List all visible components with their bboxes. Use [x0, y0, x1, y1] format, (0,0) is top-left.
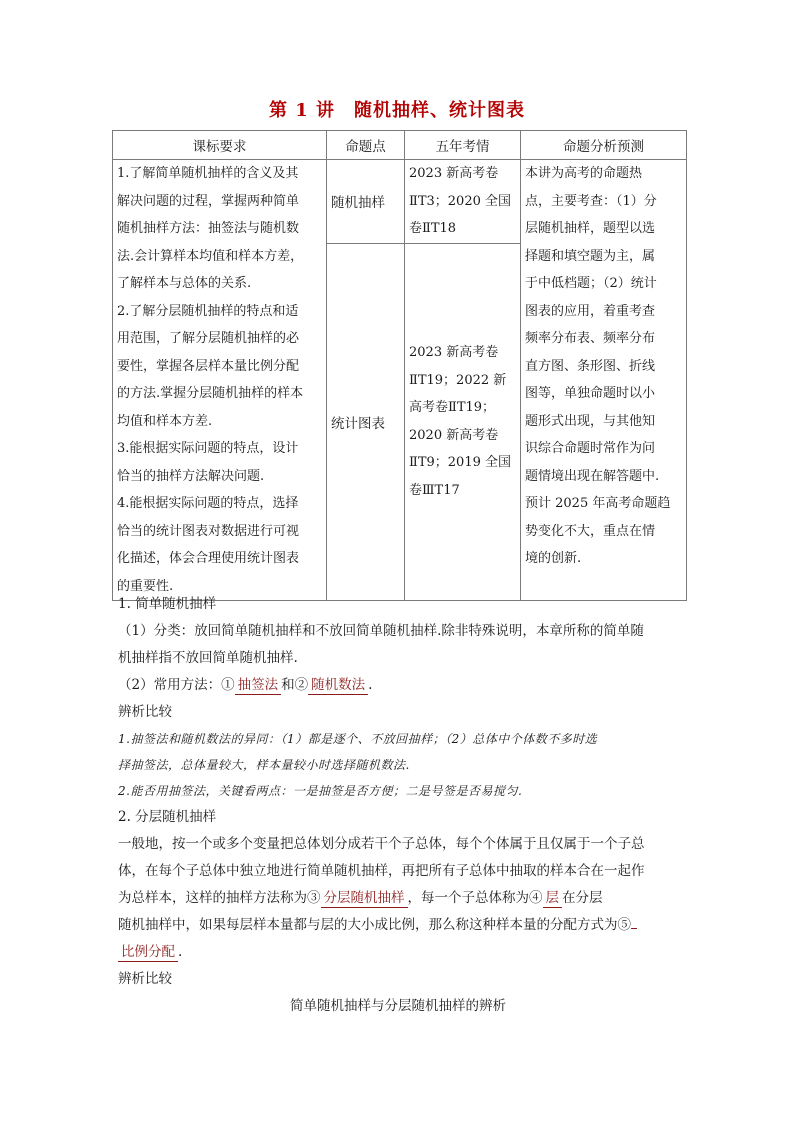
- bianxi-heading: 辨析比较: [118, 971, 172, 987]
- years-line: 2020 新高考卷: [409, 427, 499, 443]
- prediction-line: 本讲为高考的命题热: [525, 166, 643, 181]
- answer-blank-5-start: [631, 928, 637, 929]
- requirement-line: 1.了解简单随机抽样的含义及其: [117, 166, 299, 181]
- prediction-line: 图等，单独命题时以小: [525, 386, 656, 401]
- years-line: 卷ⅡT18: [409, 221, 457, 236]
- prediction-line: 直方图、条形图、折线: [525, 358, 656, 374]
- header-prediction: 命题分析预测: [521, 131, 687, 160]
- requirement-line: 恰当的统计图表对数据进行可视: [117, 523, 300, 539]
- header-topic: 命题点: [327, 131, 405, 160]
- methods-line: [118, 672, 678, 699]
- years-line: ⅡT3；2020 全国: [409, 193, 511, 209]
- requirement-line: 了解样本与总体的关系.: [117, 276, 252, 291]
- curriculum-table: [112, 130, 687, 601]
- requirement-line: 用范围，了解分层随机抽样的必: [117, 331, 300, 346]
- requirement-line: 法.会计算样本均值和样本方差，: [117, 248, 304, 264]
- header-requirements: 课标要求: [113, 131, 327, 160]
- header-five-year: 五年考情: [405, 131, 521, 160]
- paragraph-line: 机抽样指不放回简单随机抽样.: [118, 650, 298, 666]
- note-line: 1.抽签法和随机数法的异同：（1）都是逐个、不放回抽样；（2）总体中个体数不多时选: [118, 732, 598, 746]
- paragraph-line: 一般地，按一个或多个变量把总体划分成若干个子总体，每个个体属于且仅属于一个子总: [118, 836, 645, 852]
- note-line: 2.能否用抽签法，关键看两点：一是抽签是否方便；二是号签是否易搅匀.: [118, 784, 523, 798]
- years-line: 2023 新高考卷: [409, 166, 499, 181]
- table-caption: 简单随机抽样与分层随机抽样的辨析: [290, 998, 506, 1014]
- prediction-cell: [521, 160, 687, 601]
- prediction-line: 于中低档题；（2）统计: [525, 276, 657, 291]
- requirements-cell: [113, 160, 327, 601]
- table-header-row: [113, 131, 687, 160]
- prediction-line: 层随机抽样，题型以选: [525, 221, 656, 236]
- answer-blank-1: 抽签法: [235, 676, 282, 695]
- topic-statistical-charts: 统计图表: [327, 243, 405, 601]
- paragraph-line: （1）分类：放回简单随机抽样和不放回简单随机抽样.除非特殊说明，本章所称的简单随: [118, 623, 644, 639]
- years-line: ⅡT19；2022 新: [409, 372, 507, 388]
- requirement-line: 随机抽样方法：抽签法与随机数: [117, 221, 300, 236]
- prediction-line: 题情境出现在解答题中.: [525, 468, 660, 484]
- bianxi-heading: 辨析比较: [118, 704, 172, 720]
- answer-blank-2: 随机数法: [308, 676, 368, 695]
- page-title: 第 1 讲 随机抽样、统计图表: [268, 100, 526, 121]
- years-line: 高考卷ⅡT19；: [409, 400, 496, 416]
- methods-connector: 和②: [281, 677, 309, 693]
- prediction-line: 点，主要考查：（1）分: [525, 193, 657, 209]
- requirement-line: 恰当的抽样方法解决问题.: [117, 468, 265, 484]
- methods-label: （2）常用方法：①: [118, 677, 235, 693]
- section-heading: 1. 简单随机抽样: [118, 596, 217, 612]
- methods-end: .: [368, 677, 373, 693]
- paragraph-text: 随机抽样中，如果每层样本量都与层的大小成比例，那么称这种样本量的分配方式为⑤: [118, 917, 631, 933]
- prediction-line: 择题和填空题为主，属: [525, 248, 656, 264]
- answer-blank-4: 层: [543, 889, 563, 908]
- prediction-line: 势变化不大，重点在情: [525, 523, 656, 539]
- prediction-line: 识综合命题时常作为问: [525, 441, 656, 456]
- paragraph-line: [118, 885, 678, 912]
- table-row: [113, 160, 687, 244]
- years-random-sampling: [405, 160, 521, 244]
- requirement-line: 的重要性.: [117, 578, 174, 594]
- paragraph-text: .: [178, 944, 183, 960]
- paragraph-text: 为总样本，这样的抽样方法称为③: [118, 890, 321, 906]
- answer-blank-3: 分层随机抽样: [321, 889, 408, 908]
- prediction-line: 图表的应用，着重考查: [525, 303, 656, 319]
- requirement-line: 的方法.掌握分层随机抽样的样本: [117, 386, 304, 401]
- paragraph-text: 在分层: [562, 890, 603, 906]
- requirement-line: 均值和样本方差.: [117, 413, 213, 429]
- years-line: 2023 新高考卷: [409, 345, 499, 361]
- requirement-line: 4.能根据实际问题的特点，选择: [117, 496, 299, 511]
- topic-random-sampling: 随机抽样: [327, 160, 405, 244]
- prediction-line: 频率分布表、频率分布: [525, 331, 656, 346]
- years-statistical-charts: [405, 243, 521, 601]
- section-heading: 2. 分层随机抽样: [118, 809, 217, 825]
- answer-blank-5: 比例分配: [118, 943, 178, 962]
- requirement-line: 2.了解分层随机抽样的特点和适: [117, 303, 299, 319]
- paragraph-text: ，每一个子总体称为④: [407, 890, 543, 906]
- section-simple-random-sampling: [118, 591, 678, 1020]
- prediction-line: 题形式出现，与其他知: [525, 413, 656, 429]
- paragraph-line: [118, 939, 678, 966]
- prediction-line: 预计 2025 年高考命题趋: [525, 496, 671, 511]
- prediction-line: 境的创新.: [525, 551, 582, 566]
- requirement-line: 要性，掌握各层样本量比例分配: [117, 358, 300, 374]
- requirement-line: 3.能根据实际问题的特点，设计: [117, 441, 299, 456]
- years-line: 卷ⅢT17: [409, 482, 460, 498]
- years-line: ⅡT9；2019 全国: [409, 455, 511, 471]
- paragraph-line: 体，在每个子总体中独立地进行简单随机抽样，再把所有子总体中抽取的样本合在一起作: [118, 863, 645, 879]
- requirement-line: 化描述，体会合理使用统计图表: [117, 551, 300, 566]
- paragraph-line: [118, 912, 678, 939]
- note-line: 择抽签法，总体量较大，样本量较小时选择随机数法.: [118, 758, 410, 772]
- requirement-line: 解决问题的过程，掌握两种简单: [117, 193, 300, 209]
